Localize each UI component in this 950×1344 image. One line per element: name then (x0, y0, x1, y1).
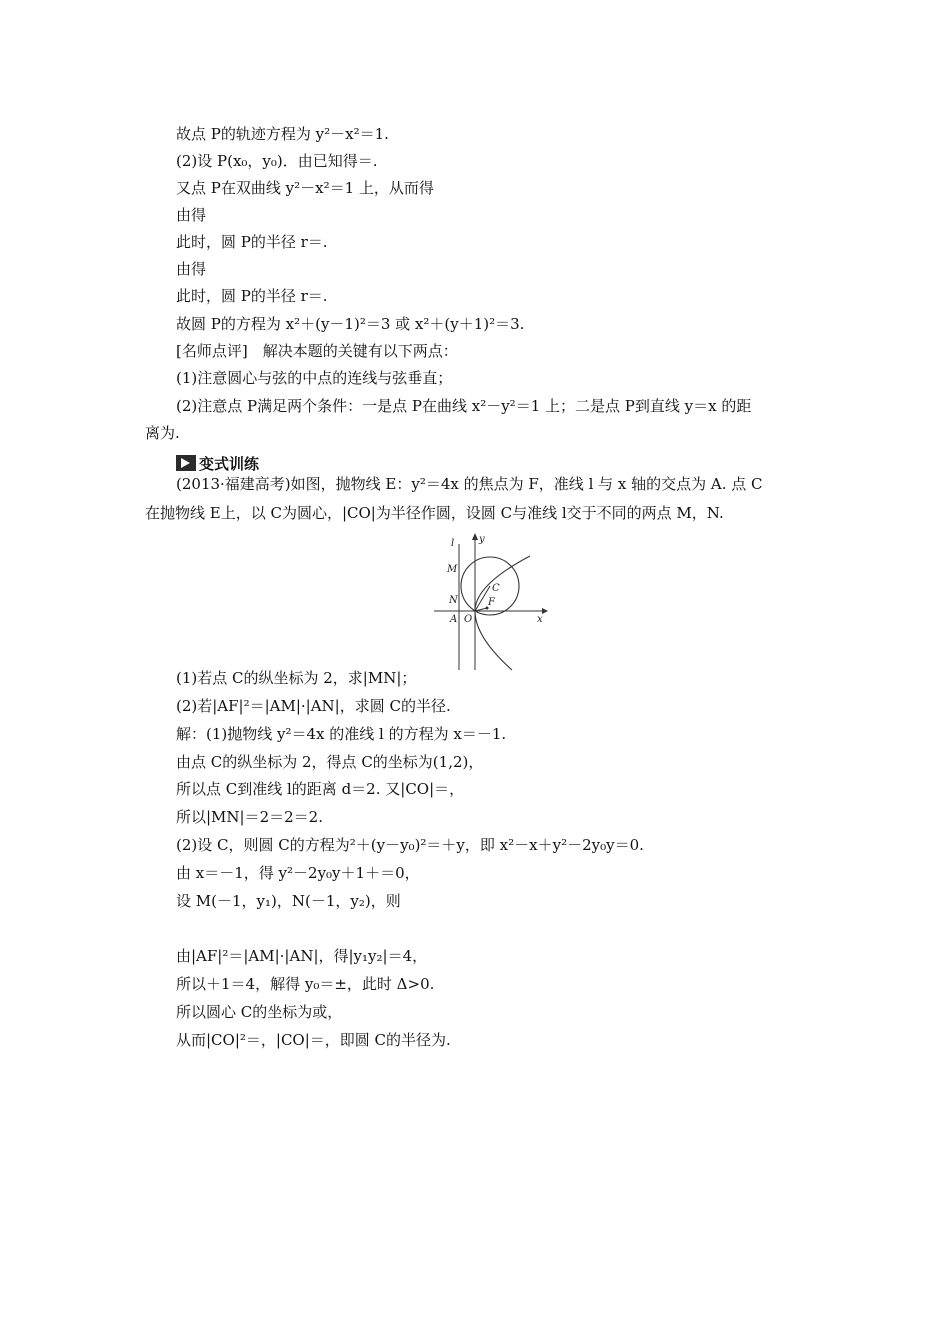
text-line: 由得 (176, 206, 207, 224)
play-triangle-icon (176, 455, 196, 471)
text-line: 又点 P在双曲线 y²－x²＝1 上，从而得 (176, 179, 434, 197)
label-y: y (479, 534, 485, 545)
text-line: (2)注意点 P满足两个条件：一是点 P在曲线 x²－y²＝1 上；二是点 P到直线 y＝x 的距 (176, 397, 752, 415)
y-axis-arrow (472, 533, 478, 540)
label-x: x (537, 614, 543, 625)
parabola-figure (430, 530, 550, 673)
text-line: 由点 C的纵坐标为 2，得点 C的坐标为(1,2)， (176, 753, 484, 771)
text-line: 由得 (176, 260, 207, 278)
text-line: 所以|MN|＝2＝2＝2. (176, 808, 323, 826)
label-o: O (464, 614, 473, 625)
text-line: 由|AF|²＝|AM|·|AN|，得|y₁y₂|＝4， (176, 947, 428, 965)
text-line: 所以＋1＝4，解得 y₀＝±，此时 Δ>0. (176, 975, 435, 993)
text-line: 由 x＝－1，得 y²－2y₀y＋1＋＝0， (176, 864, 420, 882)
label-f: F (488, 597, 495, 608)
text-line: 解：(1)抛物线 y²＝4x 的准线 l 的方程为 x＝－1. (176, 725, 507, 743)
text-line: [名师点评] 解决本题的关键有以下两点： (176, 342, 458, 360)
text-line: 设 M(－1，y₁)，N(－1，y₂)，则 (176, 892, 401, 910)
text-line: (2013·福建高考)如图，抛物线 E：y²＝4x 的焦点为 F，准线 l 与 x 轴的交点为 A. 点 C (176, 475, 763, 493)
text-line: 此时，圆 P的半径 r＝. (176, 287, 328, 305)
label-m: M (447, 564, 458, 575)
label-n: N (449, 595, 458, 606)
text-line: 从而|CO|²＝，|CO|＝，即圆 C的半径为. (176, 1031, 451, 1049)
text-line: 在抛物线 E上，以 C为圆心，|CO|为半径作圆，设圆 C与准线 l交于不同的两点 M，N. (145, 504, 724, 522)
text-line: 离为. (145, 424, 180, 442)
x-axis-arrow (542, 608, 548, 614)
parabola-diagram (430, 530, 550, 673)
label-c: C (492, 583, 500, 594)
parabola-curve (475, 556, 530, 670)
text-line: (1)注意圆心与弦的中点的连线与弦垂直； (176, 369, 453, 387)
section-heading (176, 453, 259, 473)
text-line: (2)若|AF|²＝|AM|·|AN|，求圆 C的半径. (176, 697, 451, 715)
text-line: 所以点 C到准线 l的距离 d＝2. 又|CO|＝， (176, 780, 465, 798)
text-line: 故圆 P的方程为 x²＋(y－1)²＝3 或 x²＋(y＋1)²＝3. (176, 315, 525, 333)
label-a: A (450, 614, 458, 625)
text-line: 所以圆心 C的坐标为或， (176, 1003, 343, 1021)
text-line: 此时，圆 P的半径 r＝. (176, 233, 328, 251)
label-l: l (451, 538, 455, 549)
text-line: 故点 P的轨迹方程为 y²－x²＝1. (176, 125, 389, 143)
text-line: (2)设 P(x₀，y₀)．由已知得＝. (176, 152, 378, 170)
text-line: (2)设 C，则圆 C的方程为²＋(y－y₀)²＝＋y，即 x²－x＋y²－2y₀y＝0. (176, 836, 644, 854)
text-line: (1)若点 C的纵坐标为 2，求|MN|； (176, 669, 417, 687)
section-heading-label: 变式训练 (199, 454, 260, 473)
